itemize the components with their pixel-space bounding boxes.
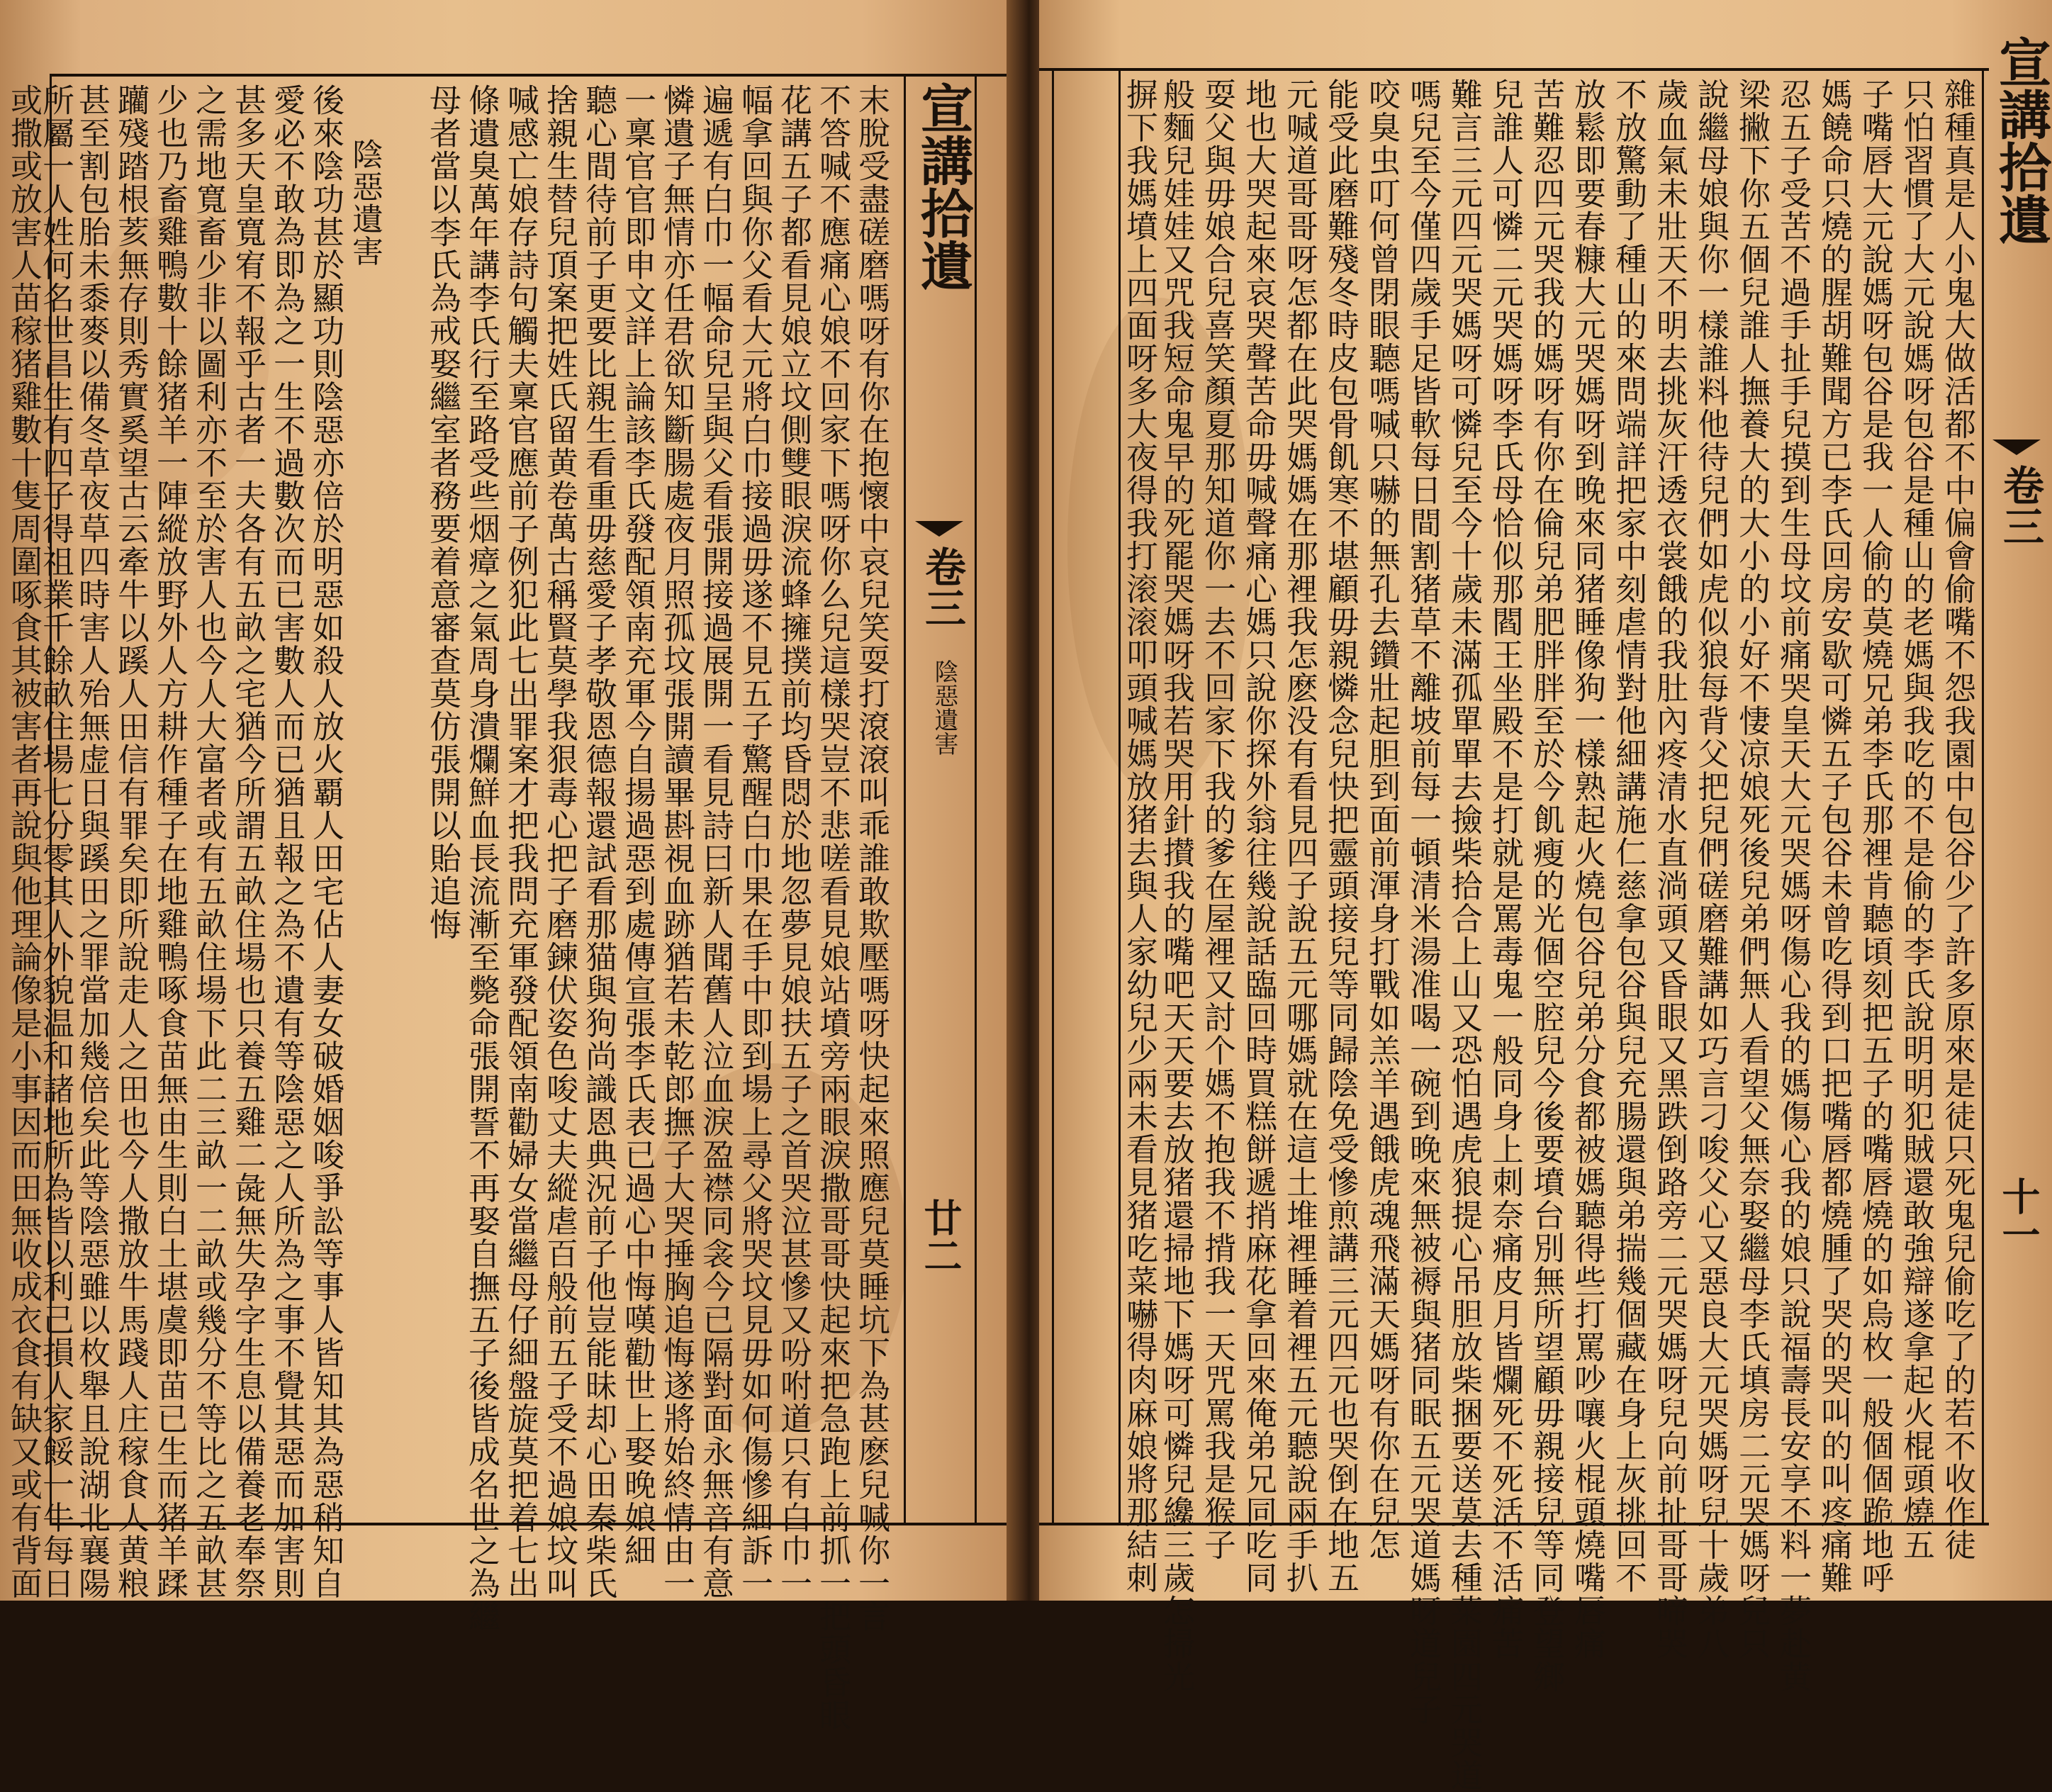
left-text-column-1: 末脫受盡磋磨嗎呀有你在抱懷中哀兒笑耍打滾滾叫乖誰敢欺壓嗎呀快起來照應兒莫睡坑下為甚麽兒喊你一言 bbox=[853, 84, 890, 1633]
left-book-title: 宣講拾遺 bbox=[912, 82, 973, 291]
right-text-column-20: 般麵兒娃娃又咒我短命鬼早的死罷哭媽呀我若哭用針攅我的嘴吧天天要去放猪還掃地下媽呀可憐兒纔三歲怎掃光 bbox=[1157, 78, 1195, 1693]
left-text-column-8: 聽心間待前子更要比親生看重毋慈愛子孝敬恩德報還試看那猫與狗尚識恩典況前子他豈能昧却心田秦柴氏 bbox=[580, 84, 617, 1600]
right-text-column-3: 子嘴唇大元說媽呀包谷是我一人偷的莫燒兄弟李氏那裡肯聽頃刻把五子的嘴唇燒的如烏枚一般個個跪地呼 bbox=[1856, 78, 1894, 1594]
left-text-column-3: 花講五子都看見娘立坟側雙眼淚流蜂擁撲前均昏悶於地忽夢見娘扶五子之首哭泣甚慘又吩咐道只有白巾一 bbox=[775, 84, 812, 1600]
left-text-column-16: 愛必不敢為即為之一生不過數次而已害數人而已猶且報之為不遺有等陰惡之人所為之事不覺其惡而加害則 bbox=[268, 84, 305, 1600]
right-text-column-16: 能受此磨難殘冬時皮包骨飢寒不堪顧毋親憐念兒快把靈頭接兒等同歸陰免受慘煎講三元四元也哭倒在地五 bbox=[1322, 78, 1359, 1594]
left-text-column-5: 遍遞有白巾一幅命兒呈與父看張開接過展開一看見詩曰新人聞舊人泣血淚盈襟同衾今已隔對面永無音有意 bbox=[697, 84, 734, 1600]
left-text-column-20: 躪殘踏根荄無存則秀實奚望古云牽牛以蹊人田信有罪矣即所說走人之田也今人撒放牛馬踐人庄稼食人黄粮 bbox=[112, 84, 150, 1600]
right-text-column-10: 放鬆即要春糠大元哭媽呀到晚來同猪睡像狗一樣熟起火燒包谷兒弟分食都被媽聽得些打罵吵嚷火棍頭燒嘴唇痛 bbox=[1569, 78, 1606, 1660]
right-text-column-4: 媽饒命只燒的腥胡難聞方已李氏回房安歇可憐五子包谷未曾吃得到口把嘴唇都燒腫了哭的哭叫的叫疼痛難 bbox=[1815, 78, 1853, 1594]
right-page bbox=[1039, 0, 2052, 1792]
right-book-title: 宣講拾遺 bbox=[1990, 35, 2051, 245]
left-text-column-10: 喊感亡娘存詩句觸夫稟官應前子例犯此七出罪案才把我問充軍發配領南勸婦女當繼母仔細盤旋莫把着七出 bbox=[502, 84, 539, 1600]
left-text-column-9: 捨親生替兒頂案把姓氏留黄卷萬古稱賢莫學我狠毒心把子磨鍊伏姿色唆丈夫縱虐百般前五子受不過娘坟叫 bbox=[541, 84, 578, 1600]
right-text-column-15: 咬臭虫叮何曾閉眼聽嗎喊只嚇的無孔去鑽壯起胆到面前渾身打戰如羔羊遇餓虎魂飛滿天媽呀有你在兒怎 bbox=[1363, 78, 1401, 1562]
left-text-column-2: 不答喊不應痛心娘不回家下嗎呀你么兒這樣哭豈不悲嗟看見娘站墳旁兩眼淚撒哥哥快起來把急跑上前抓一把頭昏眼 bbox=[814, 84, 851, 1732]
left-text-column-12: 母者當以李氏為戒娶繼室者務要着意審查莫仿張開以貽追悔 bbox=[424, 84, 461, 941]
section-heading: 陰惡遺害 bbox=[347, 138, 383, 267]
left-page bbox=[0, 0, 1014, 1732]
right-text-column-19: 耍父與毋娘合兒喜笑顏夏那知道你一去不回家下我的爹在屋裡又討个媽不抱我不揹我一天咒罵我是猴子 bbox=[1199, 78, 1236, 1562]
right-text-column-18: 地也大哭起來哀哭聲苦命毋喊聲痛心媽只說你探外翁往幾說話臨回時買糕餅遞捎麻花拿回來俺弟兄同吃同 bbox=[1240, 78, 1277, 1594]
right-outer-rule bbox=[1982, 68, 1984, 1525]
right-volume-label: 卷三 bbox=[1996, 464, 2044, 547]
right-text-column-9: 不放驚動了種山的來問端詳把家中刻虐情對他細講施仁慈拿包谷與兒充腸還與弟揣幾個藏在身上灰挑回不 bbox=[1610, 78, 1647, 1594]
right-text-column-12: 兒誰人可憐二元哭媽呀李氏母恰似那閻王坐殿不是打就是罵毒鬼一般同身上刺奈痛皮月皆爛死不死活不活痛苦 bbox=[1486, 78, 1524, 1660]
left-margin-rule-inner bbox=[975, 74, 977, 1525]
left-section-label: 陰惡遺害 bbox=[930, 659, 958, 756]
fishtail-mark bbox=[915, 521, 963, 537]
left-text-column-11: 條遺臭萬年講李氏行至路受些烟瘴之氣周身潰爛鮮血長流漸至斃命張開誓不再娶自撫五子後皆成名世之為繼 bbox=[463, 84, 500, 1633]
left-text-column-23: 或撒或放害人苗稼猪雞數十隻周圍啄食其被害者再說與他理論像是小事因而田無收成衣食有缺又或有背面 bbox=[5, 84, 43, 1600]
right-text-column-5: 忍五子受苦不過手扯手兒摸到生母坟前痛哭皇天大元哭媽呀傷心我的媽傷心我的娘只說福壽長安享不料一夢赴黄 bbox=[1774, 78, 1812, 1693]
left-folio-number: 廿二 bbox=[918, 1198, 963, 1275]
right-text-column-21: 摒下我媽墳上四面呀多大夜得我打滚滚叩頭喊媽放猪去與人家幼兒少兩未看見猪吃菜嚇得肉麻娘將那結刺 bbox=[1121, 78, 1158, 1594]
right-text-column-1: 雜種真是人小鬼大做活都不中偏會偷嘴不怨我園中包谷少了許多原來是徒只死鬼兒偷吃了的若不收作徒 bbox=[1939, 78, 1976, 1562]
left-text-column-7: 一稟官官即申文詳上論該李氏發配領南充軍今自揚過惡到處傳宣張李氏表已過心中悔嘆勸世上娶晚娘細 bbox=[619, 84, 656, 1567]
right-text-column-14: 嗎兒至今僅四歲手足皆軟每日間割猪草不離坡前每一頓清米湯准喝一碗到晚來無被褥與猪同眠五元哭道媽呀道兒子 bbox=[1404, 78, 1442, 1726]
right-text-column-7: 說繼母娘與你一樣誰料他待兒們如虎似狼每背父把兒們磋磨難講如巧言刁唆父心又惡良大元哭媽呀兒十歲弟八 bbox=[1692, 78, 1729, 1660]
right-text-column-8: 歲血氣未壯天不明去挑灰汗透衣裳餓的我肚內疼清水直淌頭又昏眼又黑跌倒路旁二元哭媽呀兒向前扯哥哥啼哭 bbox=[1651, 78, 1688, 1660]
left-margin-rule bbox=[904, 74, 906, 1525]
left-text-column-18: 之需地寬畜少非以圖利亦不至於害人也今人大富者或有五畝住場下此二三畝一二畝或幾分不等比之五畝甚 bbox=[190, 84, 228, 1600]
left-text-column-19: 少也乃畜雞鴨數十餘猪羊一陣縱放野外人方耕作種子在地雞鴨啄食苗無由生則白土堪虞即苗已生而猪羊蹂 bbox=[151, 84, 189, 1600]
right-text-column-11: 苦難忍四元哭我的媽呀有你在倫兒弟肥胖胖至於今飢瘦的光個空腔兒今後要墳台別無所望顧毋親接兒等同登望鄉 bbox=[1527, 78, 1565, 1693]
right-text-column-13: 難言三元四元哭媽呀可憐兒至今十歲未滿孤單單去撿柴拾合上山又恐怕遇虎狼提心吊胆放柴捆要送莫去種菜園四元哭道 bbox=[1445, 78, 1483, 1792]
right-folio-number: 十一 bbox=[1996, 1177, 2041, 1253]
left-text-column-21: 甚至割包胎未黍麥以備冬草夜草四時害人殆無虚日與蹊田之罪當加幾倍矣此等陰惡雖以枚舉且說湖北襄陽 bbox=[73, 84, 111, 1600]
left-text-column-17: 甚多天皇寬宥不報乎古者一夫各有五畝之宅猶今所謂五畝住場也只養五雞二彘無失孕字生息以備養老奉祭 bbox=[229, 84, 267, 1600]
right-text-column-17: 元喊道哥哥呀怎都在此哭媽媽在那裡我怎麽没有看見四子說五元哪媽就在這土堆裡睡着裡五元聽說兩手扒 bbox=[1281, 78, 1318, 1594]
left-text-column-6: 憐遺子無情亦任君欲知斷腸處夜月照孤坟張開讀畢斟視血跡猶若未乾郎撫子大哭捶胸追悔遂將始終情由一 bbox=[658, 84, 695, 1600]
right-margin-rule bbox=[1052, 68, 1054, 1525]
fishtail-mark bbox=[1992, 439, 2041, 455]
left-volume-label: 卷三 bbox=[918, 546, 966, 628]
right-text-column-2: 只怕習慣了大元說媽呀包谷是種山的老媽與我吃的不是偷的李氏說明明犯賊還敢強辯遂拿起火棍頭燒五 bbox=[1897, 78, 1935, 1562]
right-text-column-6: 梁撇下你五個兒誰人撫養大的大小的小好不悽凉娘死後兒弟們無人看望父無奈娶繼母李氏填房二元哭媽呀兒只 bbox=[1733, 78, 1771, 1660]
left-text-column-15: 後來陰功甚於顯功則陰惡亦倍於明惡如殺人放火覇人田宅佔人妻女破婚姻唆爭訟等事人皆知其為惡稍知自 bbox=[307, 84, 344, 1600]
left-text-column-22: 所屬一人姓何名世昌生有四子得祖業千餘畝住場七分零其人外貌温和諸地所為皆以利己損人家餒一牛每日 bbox=[37, 84, 74, 1600]
left-text-column-4: 幅拿回與你父看大元將白巾接過毋遂不見五子驚醒白巾果在手中即到場上尋父將哭坟見毋如何傷慘細訴一 bbox=[736, 84, 773, 1600]
